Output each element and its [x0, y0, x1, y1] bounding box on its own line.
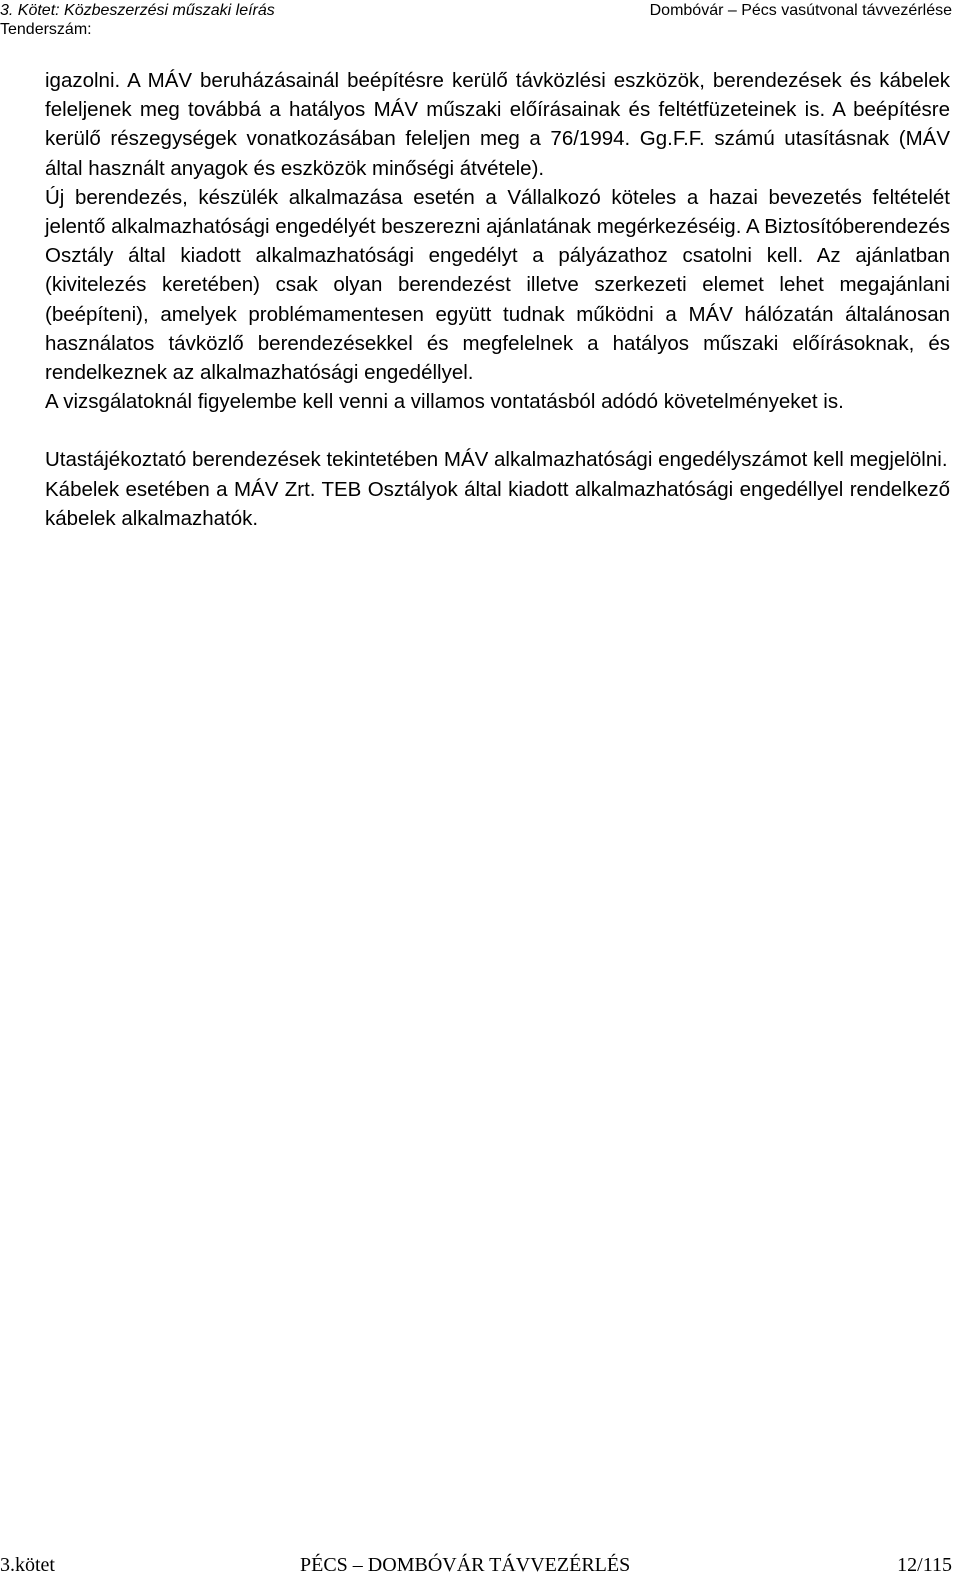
document-body: [45, 66, 950, 533]
footer-title: PÉCS – DOMBÓVÁR TÁVVEZÉRLÉS: [300, 1554, 631, 1576]
page-header: [0, 0, 960, 44]
paragraph-gap: [45, 416, 950, 445]
header-document-title: 3. Kötet: Közbeszerzési műszaki leírás: [0, 2, 275, 19]
paragraph-cables: Kábelek esetében a MÁV Zrt. TEB Osztályok által kiadott alkalmazhatósági engedéllyel rendelkező kábelek alkalmazhatók.: [45, 477, 950, 530]
paragraph-new-equipment: Új berendezés, készülék alkalmazása esetén a Vállalkozó köteles a hazai bevezetés feltételét jelentő alkalmazhatósági engedélyét beszerezni ajánlatának megérkezéséig. A Biztosítóberendezés Osztály által kiadott alkalmazhatósági engedélyt a pályázathoz csatolni kell. Az ajánlatban (kivitelezés keretében) csak olyan berendezést illetve szerkezeti elemet lehet megajánlani (beépíteni), amelyek problémamentesen együtt tudnak működni a MÁV hálózatán általánosan használatos távközlő berendezésekkel és megfelelnek a hatályos műszaki előírásoknak, és rendelkeznek az alkalmazhatósági engedéllyel.: [45, 185, 950, 385]
header-tender-label: Tenderszám:: [0, 21, 92, 38]
paragraph-passenger-info: Utastájékoztató berendezések tekintetében MÁV alkalmazhatósági engedélyszámot kell megjelölni.: [45, 448, 948, 472]
paragraph-compliance: igazolni. A MÁV beruházásainál beépítésre kerülő távközlési eszközök, berendezések és kábelek feleljenek meg továbbá a hatályos MÁV műszaki előírásainak és feltétfüzeteinek is. A beépítésre kerülő részegységek vonatkozásában feleljen meg a 76/1994. Gg.F.F. számú utasításnak (MÁV által használt anyagok és eszközök minőségi átvétele).: [45, 69, 950, 180]
header-left: [0, 1, 275, 39]
footer-page-number: 12/115: [897, 1554, 952, 1576]
footer-volume: 3.kötet: [0, 1554, 55, 1576]
header-project-name: Dombóvár – Pécs vasútvonal távvezérlése: [649, 2, 952, 19]
paragraph-electric-traction: A vizsgálatoknál figyelembe kell venni a villamos vontatásból adódó követelményeket is.: [45, 390, 844, 414]
page-footer: [0, 1549, 960, 1583]
